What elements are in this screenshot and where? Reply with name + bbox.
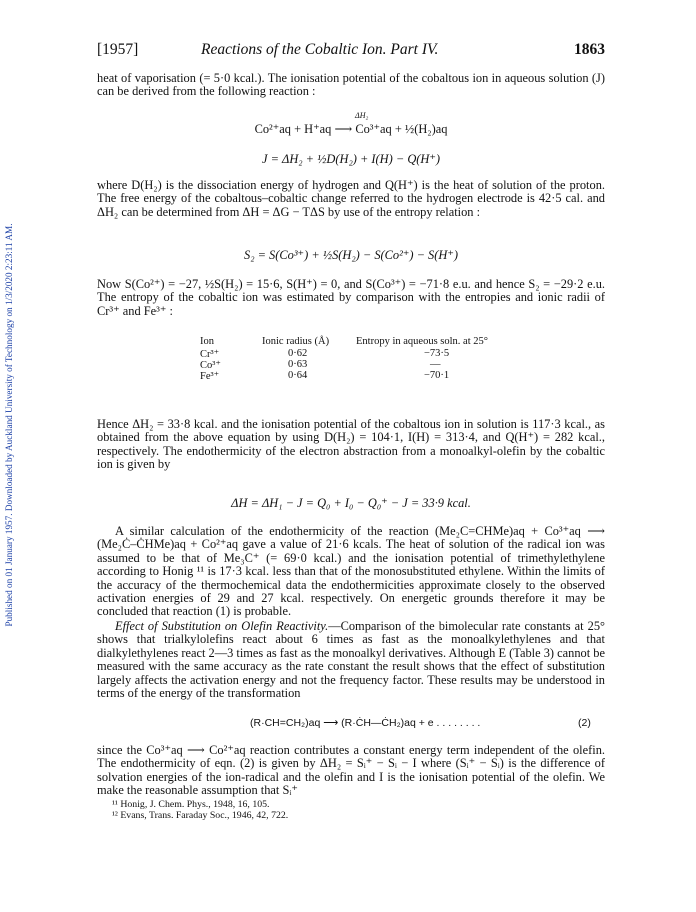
paragraph-1: heat of vaporisation (= 5·0 kcal.). The ionisation potential of the cobaltous ion in aqueous solution (J) can be derived from the following reaction : <box>97 71 605 99</box>
download-watermark <box>2 95 16 755</box>
watermark-text: Published on 01 January 1957. Downloaded by Auckland University of Technology on 1/3/2020 2:23:11 AM. <box>4 223 14 627</box>
paragraph-5: A similar calculation of the endothermicity of the reaction (Me₂C=CHMe)aq + Co³⁺aq ⟶ (Me₂Ċ–ĊHMe)aq + Co²⁺aq gave a value of 21·6 kcals. The heat of solution of the radical ion was assumed to be that of Me₃C⁺ (= 69·0 kcal.) and the ionisation potential of trimethylethylene according to Honig ¹¹ is 17·3 kcal. less than that of the monosubstituted ethylene. Within the limits of the accuracy of the thermochemical data the endothermicities approximate closely to the observed activation energies of 29 and 27 kcal. respectively. On energetic grounds therefore it may be concluded that reaction (1) is probable. <box>97 524 605 619</box>
equation-entropy: S₂ = S(Co³⁺) + ½S(H₂) − S(Co²⁺) − S(H⁺) <box>244 248 458 262</box>
reaction-arrow: ⟶ <box>334 122 356 136</box>
equation-reaction <box>97 111 605 137</box>
table-cell: 0·64 <box>288 370 308 381</box>
page-number: 1863 <box>574 41 605 58</box>
header-title: Reactions of the Cobaltic Ion. Part IV. <box>201 41 439 58</box>
paragraph-7: since the Co³⁺aq ⟶ Co²⁺aq reaction contributes a constant energy term independent of the olefin. The endothermicity of eqn. (2) is given by ΔH₂ = Sᵢ⁺ − Sᵢ − I where (Sᵢ⁺ − Sᵢ) is the difference of solvation energies of the ion-radical and the olefin and I is the ionisation potential of the olefin. We make the reasonable assumption that Sᵢ⁺ <box>97 743 605 798</box>
table-header-radius: Ionic radius (Å) <box>262 336 330 347</box>
table-cell: Cr³⁺ <box>200 349 220 360</box>
paragraph-6: Effect of Substitution on Olefin Reactivity.—Comparison of the bimolecular rate constants at 25° shows that trialkylolefins react about 6 times as fast as the monoalkylethylenes and that dialkylethylenes react 2—3 times as fast as the monoalkyl derivatives. Although E (Table 3) cannot be measured with the same accuracy as the rate constant the result shows that the effect of substitution largely affects the activation energy and not the frequency factor. These results may be understood in terms of the energy of the transformation <box>97 619 605 701</box>
equation-endothermicity: ΔH = ΔH₁ − J = Q₀ + I₀ − Q₀⁺ − J = 33·9 kcal. <box>231 496 471 510</box>
table-cell: — <box>430 359 441 370</box>
header-year: [1957] <box>97 41 139 58</box>
footnote-11: ¹¹ Honig, J. Chem. Phys., 1948, 16, 105. <box>112 799 270 810</box>
eq1-right: Co³⁺aq + ½(H₂)aq <box>355 122 448 136</box>
table-cell: 0·62 <box>288 348 308 359</box>
paragraph-2: where D(H₂) is the dissociation energy of hydrogen and Q(H⁺) is the heat of solution of the proton. The free energy of the cobaltous–cobaltic change referred to the hydrogen electrode is 42·5 cal. and ΔH₂ can be determined from ΔH = ΔG − TΔS by use of the entropy relation : <box>97 178 605 219</box>
table-cell: −70·1 <box>424 370 450 381</box>
equation-2 <box>250 717 610 729</box>
table-header-entropy: Entropy in aqueous soln. at 25° <box>356 336 488 347</box>
eq1-left: Co²⁺aq + H⁺aq <box>254 122 332 136</box>
section-heading: Effect of Substitution on Olefin Reactivity. <box>115 619 329 633</box>
table-cell: Co³⁺ <box>200 360 221 371</box>
table-cell: 0·63 <box>288 359 308 370</box>
arrow-label: ΔH₂ <box>355 111 369 120</box>
paragraph-3: Now S(Co²⁺) = −27, ½S(H₂) = 15·6, S(H⁺) = 0, and S(Co³⁺) = −71·8 e.u. and hence S₂ = −29·2 e.u. The entropy of the cobaltic ion was estimated by comparison with the entropies and ionic radii of Cr³⁺ and Fe³⁺ : <box>97 277 605 318</box>
table-cell: −73·5 <box>424 348 450 359</box>
table-cell: Fe³⁺ <box>200 371 220 382</box>
paragraph-4: Hence ΔH₂ = 33·8 kcal. and the ionisation potential of the cobaltous ion in solution is 117·3 kcal., as obtained from the above equation by using D(H₂) = 104·1, I(H) = 313·4, and Q(H⁺) = 282 kcal., respectively. The endothermicity of the electron abstraction from a monoalkyl-olefin by the cobaltic ion is given by <box>97 417 605 472</box>
eq5-text: (R·CH=CH₂)aq ⟶ (R·ĊH—ĊH₂)aq + e . . . . . . . . <box>250 717 481 729</box>
table-header-ion: Ion <box>200 336 214 347</box>
equation-label: (2) <box>578 717 591 729</box>
equation-J: J = ΔH₂ + ½D(H₂) + I(H) − Q(H⁺) <box>261 152 441 166</box>
footnote-12: ¹² Evans, Trans. Faraday Soc., 1946, 42, 722. <box>112 810 289 821</box>
page-header <box>97 41 605 61</box>
